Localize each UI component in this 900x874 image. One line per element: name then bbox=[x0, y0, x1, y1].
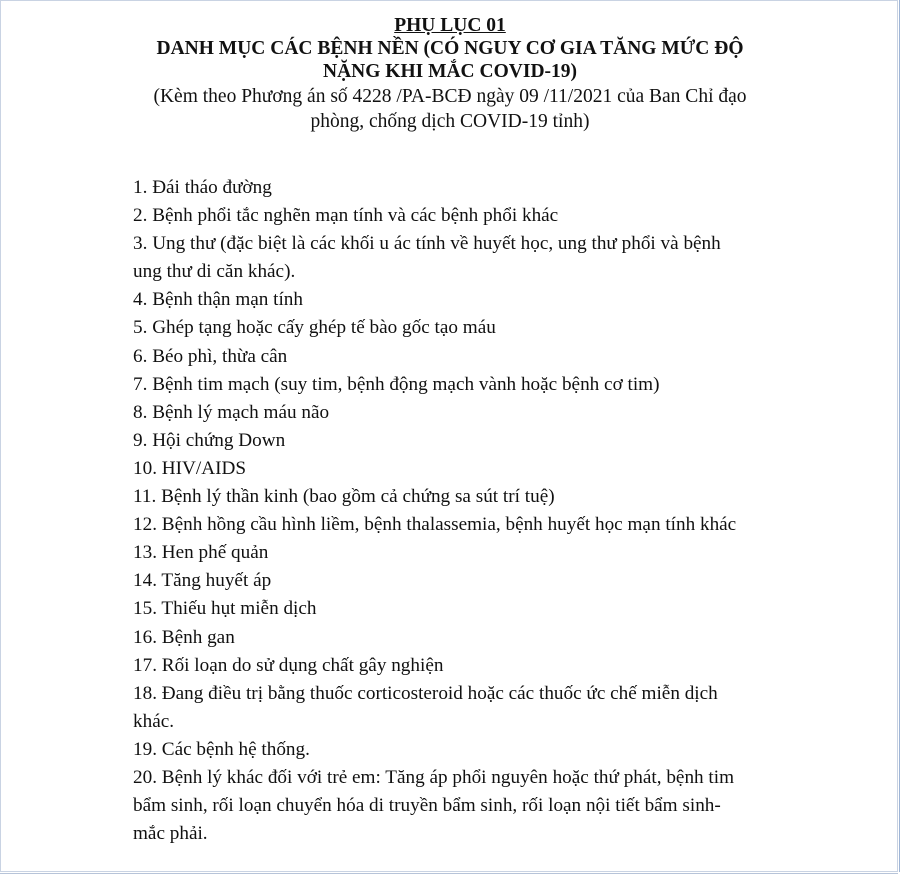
list-item: 1. Đái tháo đường bbox=[133, 177, 272, 198]
appendix-title bbox=[0, 14, 900, 37]
list-item: 10. HIV/AIDS bbox=[133, 457, 246, 479]
list-item: 4. Bệnh thận mạn tính bbox=[133, 289, 303, 311]
document-header bbox=[0, 14, 900, 134]
list-item: 9. Hội chứng Down bbox=[133, 429, 286, 451]
list-item: 16. Bệnh gan bbox=[133, 626, 235, 648]
list-heading-line-1: DANH MỤC CÁC BỆNH NỀN (CÓ NGUY CƠ GIA TĂNG MỨC ĐỘ bbox=[156, 38, 744, 59]
disease-list bbox=[133, 174, 823, 848]
appendix-title-text: PHỤ LỤC 01 bbox=[394, 15, 506, 36]
list-item: 14. Tăng huyết áp bbox=[133, 570, 272, 592]
reference-note-line-2: phòng, chống dịch COVID-19 tỉnh) bbox=[310, 111, 590, 132]
list-item: 12. Bệnh hồng cầu hình liềm, bệnh thalassemia, bệnh huyết học mạn tính khác bbox=[133, 514, 737, 536]
list-item: 5. Ghép tạng hoặc cấy ghép tế bào gốc tạo máu bbox=[133, 317, 496, 339]
reference-note-line-1: (Kèm theo Phương án số 4228 /PA-BCĐ ngày 09 /11/2021 của Ban Chỉ đạo bbox=[153, 86, 747, 107]
list-item: 20. Bệnh lý khác đối với trẻ em: Tăng áp phổi nguyên hoặc thứ phát, bệnh tim bẩm sinh, rối loạn chuyển hóa di truyền bẩm sinh, rối loạn nội tiết bẩm sinh- mắc phải. bbox=[133, 766, 735, 845]
list-item: 18. Đang điều trị bằng thuốc corticosteroid hoặc các thuốc ức chế miễn dịch khác. bbox=[133, 682, 718, 732]
list-item: 13. Hen phế quản bbox=[133, 542, 269, 564]
list-item: 17. Rối loạn do sử dụng chất gây nghiện bbox=[133, 654, 444, 676]
list-item: 6. Béo phì, thừa cân bbox=[133, 345, 288, 367]
list-item: 11. Bệnh lý thần kinh (bao gồm cả chứng sa sút trí tuệ) bbox=[133, 486, 555, 508]
list-item: 3. Ung thư (đặc biệt là các khối u ác tính về huyết học, ung thư phổi và bệnh ung thư di căn khác). bbox=[133, 233, 721, 283]
list-item: 7. Bệnh tim mạch (suy tim, bệnh động mạch vành hoặc bệnh cơ tim) bbox=[133, 373, 660, 395]
list-item: 8. Bệnh lý mạch máu não bbox=[133, 401, 330, 423]
list-heading-line-2: NẶNG KHI MẮC COVID-19) bbox=[322, 61, 578, 82]
list-item: 19. Các bệnh hệ thống. bbox=[133, 738, 310, 760]
list-item: 15. Thiếu hụt miễn dịch bbox=[133, 598, 317, 620]
list-item: 2. Bệnh phổi tắc nghẽn mạn tính và các bệnh phổi khác bbox=[133, 205, 559, 227]
